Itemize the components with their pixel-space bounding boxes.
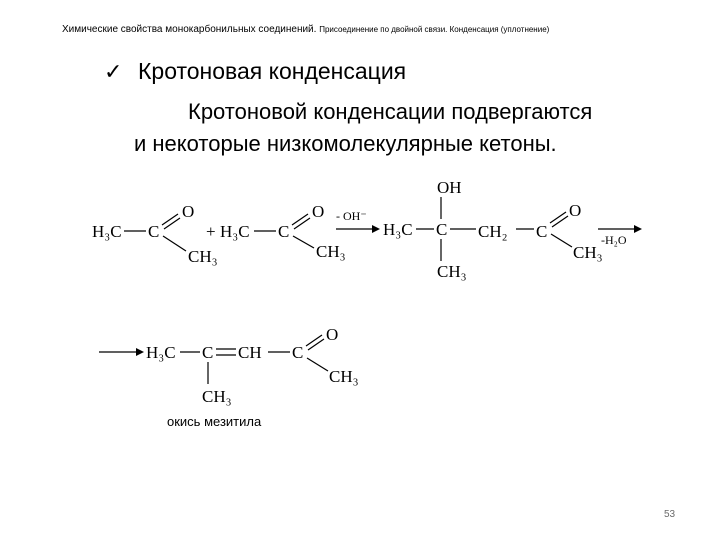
mesityl-o: O: [326, 325, 339, 344]
bond: [551, 234, 572, 247]
double-bond: [162, 214, 178, 225]
mesityl-oxide: [146, 325, 359, 406]
paragraph-line-1: Кротоновой конденсации подвергаются: [188, 99, 593, 124]
aldol-product: [383, 178, 603, 281]
acetone1-c: C: [148, 222, 160, 241]
double-bond: [164, 218, 180, 229]
product-c-carbonyl: C: [536, 222, 548, 241]
product-h3c: H₃C: [383, 220, 413, 239]
double-bond: [550, 212, 566, 223]
catalyst-label: - OH⁻: [336, 209, 367, 223]
acetone2-ch3: CH₃: [316, 242, 346, 261]
bullet-title: Кротоновая конденсация: [138, 58, 407, 84]
mesityl-ch3-bottom: CH₃: [202, 387, 232, 406]
arrow-head: [372, 225, 380, 233]
mesityl-c: C: [202, 343, 214, 362]
mesityl-ch3-right: CH₃: [329, 367, 359, 386]
product-oh: OH: [437, 178, 462, 197]
double-bond: [552, 216, 568, 227]
arrow-head: [634, 225, 642, 233]
product-caption: окись мезитила: [167, 414, 262, 429]
acetone2-h3c: H₃C: [220, 222, 250, 241]
product-o: O: [569, 201, 582, 220]
page-number: 53: [664, 509, 676, 520]
mesityl-c-carbonyl: C: [292, 343, 304, 362]
acetone1-h3c: H₃C: [92, 222, 122, 241]
bond: [307, 358, 328, 371]
check-icon: ✓: [104, 58, 123, 84]
double-bond: [306, 335, 322, 346]
water-elimination-label: -H₂O: [601, 233, 627, 247]
bond: [293, 236, 314, 248]
double-bond: [292, 214, 308, 225]
acetone1-o: O: [182, 202, 195, 221]
header-main: Химические свойства монокарбонильных соединений.: [62, 24, 317, 35]
product-ch2: CH₂: [478, 222, 508, 241]
plus-sign: +: [206, 222, 216, 241]
paragraph-line-2: и некоторые низкомолекулярные кетоны.: [134, 131, 557, 156]
product-c-quaternary: C: [436, 220, 448, 239]
double-bond: [308, 339, 324, 350]
bond: [163, 236, 186, 251]
arrow-head: [136, 348, 144, 356]
acetone-2: [220, 202, 346, 261]
double-bond: [294, 218, 310, 229]
acetone2-c: C: [278, 222, 290, 241]
mesityl-h3c: H₃C: [146, 343, 176, 362]
mesityl-ch: CH: [238, 343, 262, 362]
acetone-1: [92, 202, 218, 266]
product-ch3-bottom: CH₃: [437, 262, 467, 281]
header-sub: Присоединение по двойной связи. Конденсация (уплотнение): [319, 25, 550, 34]
acetone2-o: O: [312, 202, 325, 221]
product-ch3-right: CH₃: [573, 243, 603, 262]
acetone1-ch3: CH₃: [188, 247, 218, 266]
